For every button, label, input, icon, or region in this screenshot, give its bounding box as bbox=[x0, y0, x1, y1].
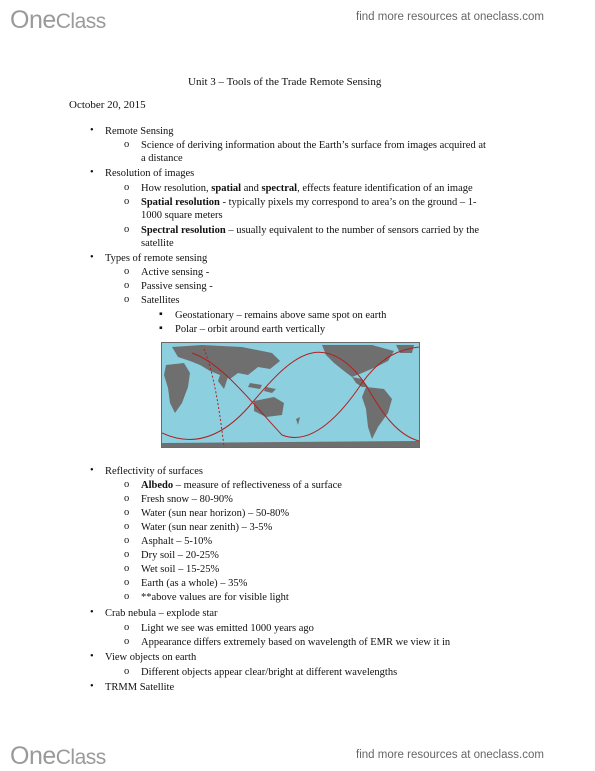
reflectivity-item: Asphalt – 5-10% bbox=[141, 536, 213, 547]
reflectivity-item: **above values are for visible light bbox=[141, 592, 289, 603]
circle-marker: o bbox=[124, 577, 130, 588]
resolution-item: Spectral resolution – usually equivalent to the number of sensors carried by the bbox=[141, 225, 480, 236]
resolution-item: Spatial resolution - typically pixels my correspond to area’s on the ground – 1- bbox=[141, 197, 477, 208]
types-item: Satellites bbox=[141, 295, 180, 306]
circle-marker: o bbox=[124, 493, 130, 504]
circle-marker: o bbox=[124, 139, 130, 150]
albedo-item: Albedo – measure of reflectiveness of a surface bbox=[141, 480, 342, 491]
circle-marker: o bbox=[124, 636, 130, 647]
heading-resolution: Resolution of images bbox=[105, 168, 195, 179]
bullet-marker: • bbox=[90, 681, 94, 692]
circle-marker: o bbox=[124, 280, 130, 291]
oneclass-logo: OneClass bbox=[10, 742, 106, 770]
definition-line: a distance bbox=[141, 153, 183, 164]
reflectivity-item: Dry soil – 20-25% bbox=[141, 550, 219, 561]
bullet-marker: • bbox=[90, 651, 94, 662]
heading-reflectivity: Reflectivity of surfaces bbox=[105, 466, 203, 477]
circle-marker: o bbox=[124, 294, 130, 305]
bullet-marker: • bbox=[90, 167, 94, 178]
crab-item: Light we see was emitted 1000 years ago bbox=[141, 623, 314, 634]
square-marker: ▪ bbox=[159, 323, 163, 334]
bullet-marker: • bbox=[90, 607, 94, 618]
circle-marker: o bbox=[124, 266, 130, 277]
view-item: Different objects appear clear/bright at different wavelengths bbox=[141, 667, 398, 678]
definition-line: Science of deriving information about the Earth’s surface from images acquired at bbox=[141, 140, 486, 151]
circle-marker: o bbox=[124, 507, 130, 518]
crab-item: Appearance differs extremely based on wavelength of EMR we view it in bbox=[141, 637, 451, 648]
bullet-marker: • bbox=[90, 252, 94, 263]
heading-view-objects: View objects on earth bbox=[105, 652, 197, 663]
oneclass-logo: OneClass bbox=[10, 6, 106, 34]
bullet-marker: • bbox=[90, 465, 94, 476]
circle-marker: o bbox=[124, 182, 130, 193]
circle-marker: o bbox=[124, 666, 130, 677]
circle-marker: o bbox=[124, 563, 130, 574]
reflectivity-item: Water (sun near zenith) – 3-5% bbox=[141, 522, 273, 533]
resolution-item: 1000 square meters bbox=[141, 210, 223, 221]
satellite-item: Geostationary – remains above same spot on earth bbox=[175, 310, 387, 321]
heading-remote-sensing: Remote Sensing bbox=[105, 126, 174, 137]
circle-marker: o bbox=[124, 521, 130, 532]
heading-crab-nebula: Crab nebula – explode star bbox=[105, 608, 218, 619]
orbit-map-figure bbox=[162, 343, 419, 447]
square-marker: ▪ bbox=[159, 309, 163, 320]
satellite-item: Polar – orbit around earth vertically bbox=[175, 324, 326, 335]
circle-marker: o bbox=[124, 622, 130, 633]
circle-marker: o bbox=[124, 196, 130, 207]
reflectivity-item: Water (sun near horizon) – 50-80% bbox=[141, 508, 290, 519]
reflectivity-item: Earth (as a whole) – 35% bbox=[141, 578, 248, 589]
circle-marker: o bbox=[124, 535, 130, 546]
reflectivity-item: Wet soil – 15-25% bbox=[141, 564, 220, 575]
bullet-marker: • bbox=[90, 125, 94, 136]
types-item: Active sensing - bbox=[141, 267, 210, 278]
heading-trmm: TRMM Satellite bbox=[105, 682, 175, 693]
types-item: Passive sensing - bbox=[141, 281, 213, 292]
circle-marker: o bbox=[124, 591, 130, 602]
page-title: Unit 3 – Tools of the Trade Remote Sensing bbox=[188, 76, 382, 88]
world-map-image bbox=[161, 342, 420, 448]
date-line: October 20, 2015 bbox=[69, 99, 146, 111]
heading-types: Types of remote sensing bbox=[105, 253, 208, 264]
header-tagline: find more resources at oneclass.com bbox=[356, 11, 544, 23]
reflectivity-item: Fresh snow – 80-90% bbox=[141, 494, 233, 505]
resolution-item: How resolution, spatial and spectral, effects feature identification of an image bbox=[141, 183, 473, 194]
resolution-item: satellite bbox=[141, 238, 174, 249]
circle-marker: o bbox=[124, 224, 130, 235]
circle-marker: o bbox=[124, 549, 130, 560]
footer-tagline: find more resources at oneclass.com bbox=[356, 749, 544, 761]
circle-marker: o bbox=[124, 479, 130, 490]
